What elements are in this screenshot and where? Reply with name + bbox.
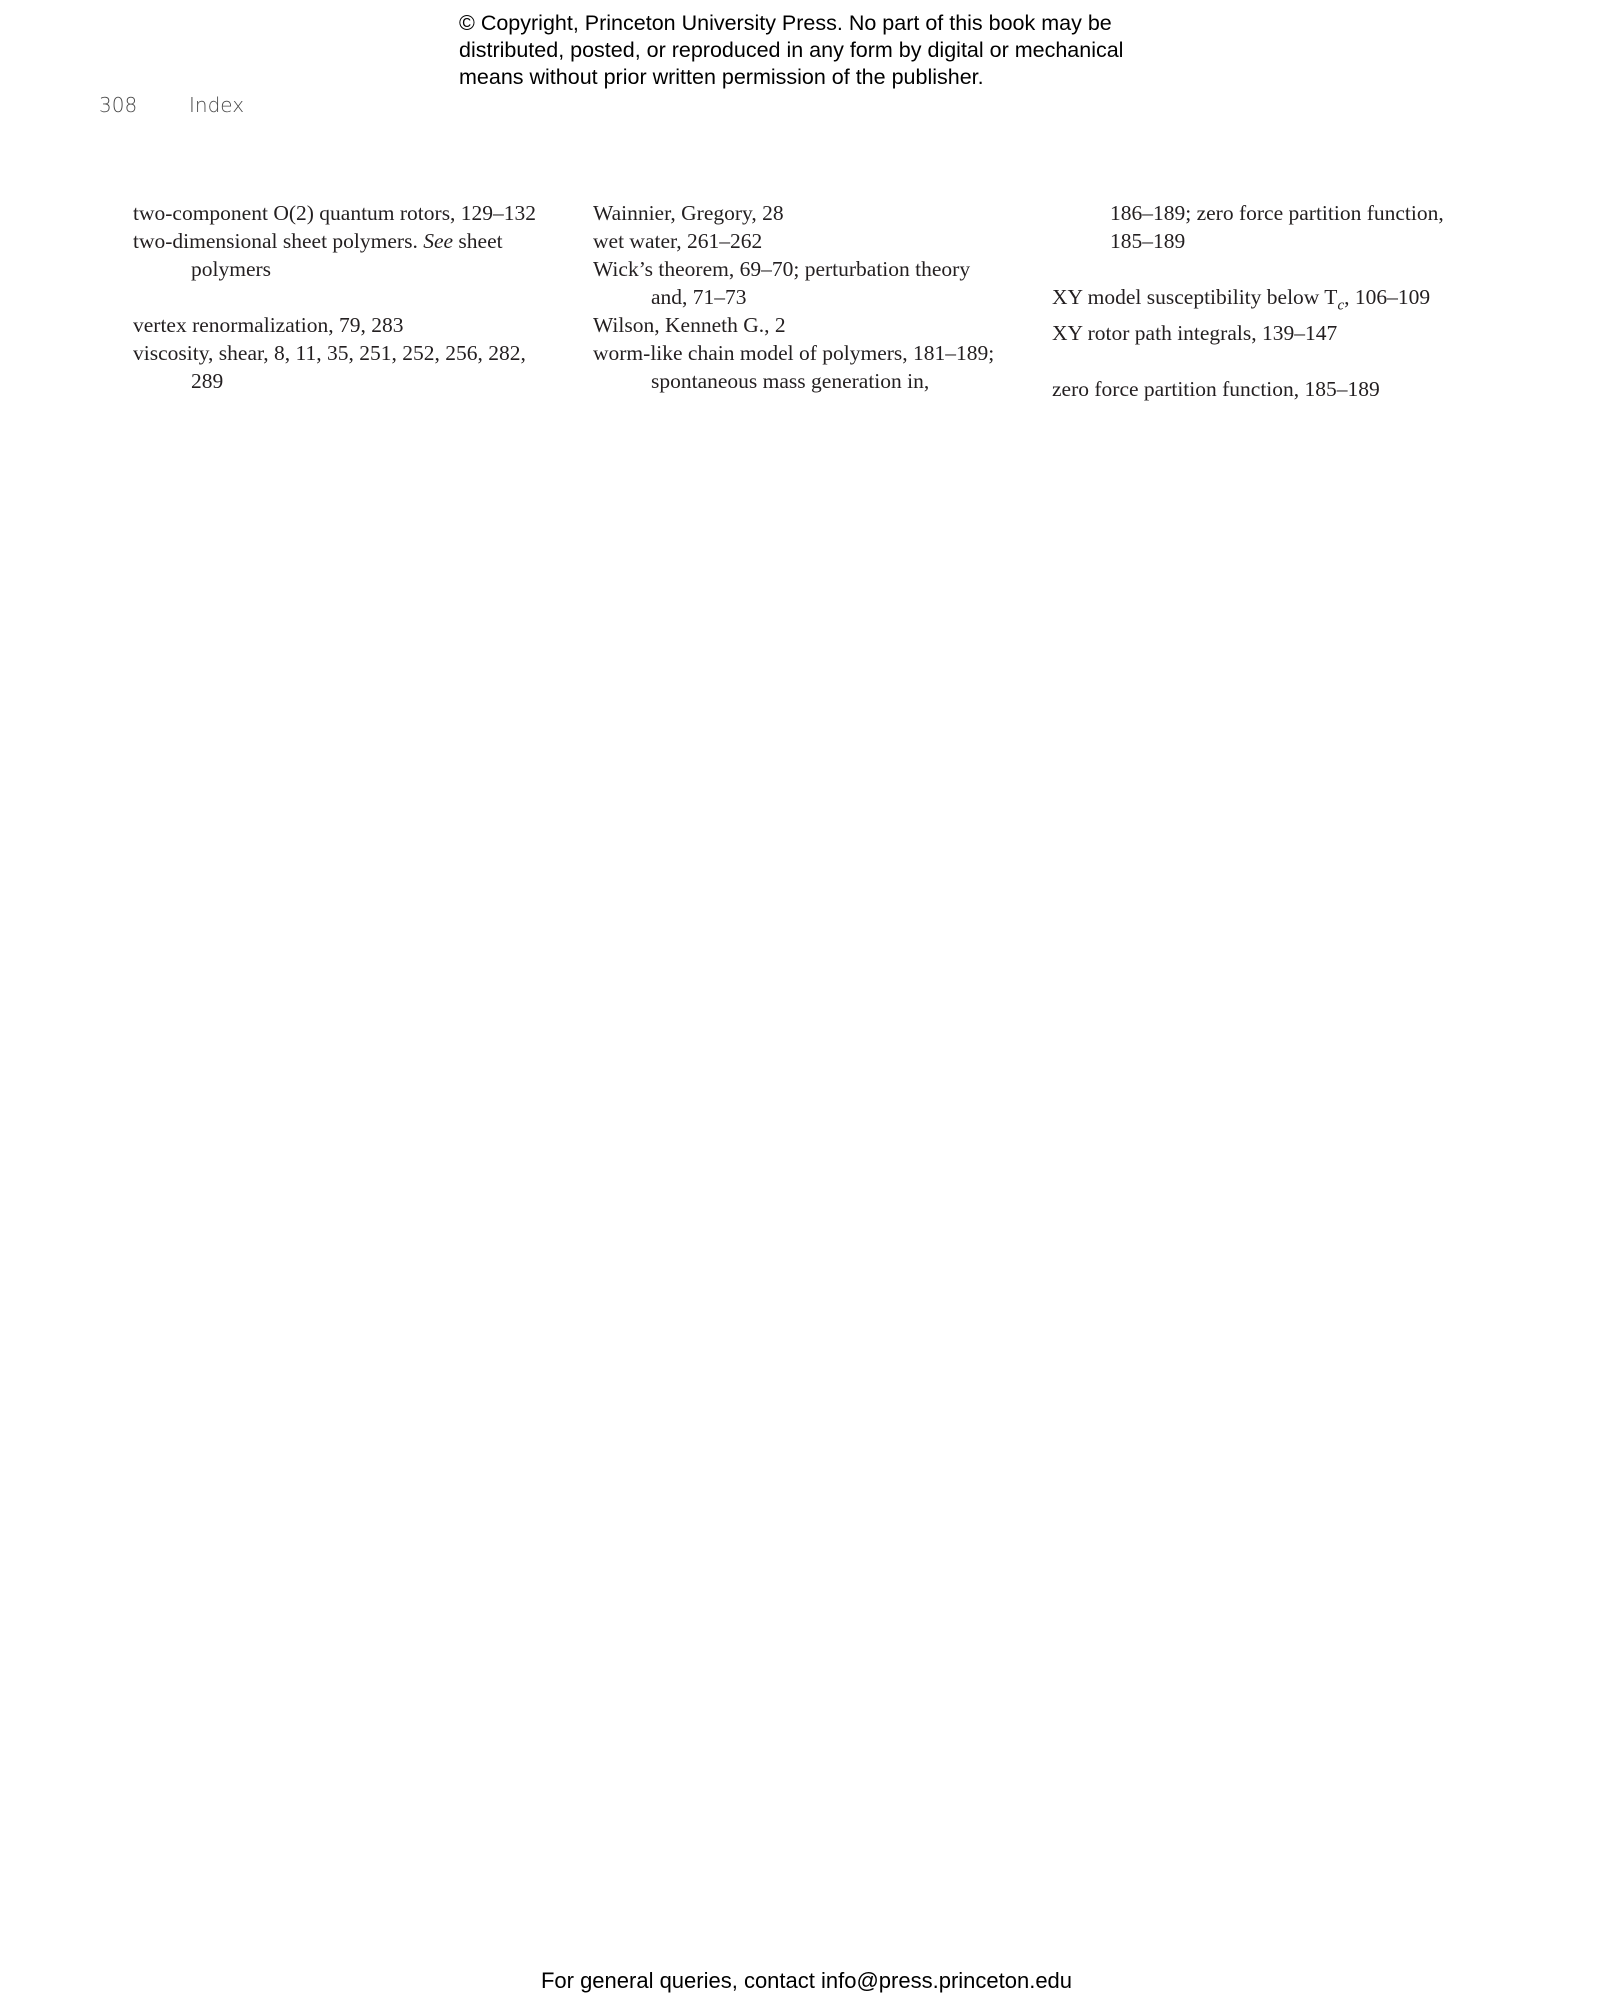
index-entry [593, 199, 1033, 227]
letter-group-gap [1052, 347, 1472, 375]
footer-text: For general queries, contact info@press.princeton.edu [540, 1968, 1073, 1993]
index-entry-text: wet water, 261–262 [593, 229, 763, 253]
subscript-c: c [1337, 297, 1345, 314]
index-entry-text: Wick’s theorem, 69–70; perturbation theory [593, 257, 971, 281]
index-entry [133, 227, 573, 283]
letter-group-gap [133, 283, 573, 311]
index-column-3 [1052, 199, 1472, 403]
index-entry [133, 199, 573, 227]
copyright-notice [459, 10, 1219, 91]
index-entry [133, 311, 573, 339]
page-number: 308 [99, 93, 138, 117]
footer-contact [0, 1968, 1601, 1994]
index-entry-text [133, 227, 573, 255]
index-entry-text: vertex renormalization, 79, 283 [133, 313, 404, 337]
copyright-line: distributed, posted, or reproduced in any form by digital or mechanical [459, 38, 1124, 62]
index-entry [593, 227, 1033, 255]
index-entry [593, 339, 1033, 395]
index-entry-text: worm-like chain model of polymers, 181–189; [593, 341, 995, 365]
index-entry-text: Wainnier, Gregory, 28 [593, 201, 784, 225]
index-entry-text: two-component O(2) quantum rotors, 129–132 [133, 201, 537, 225]
index-entry-text: viscosity, shear, 8, 11, 35, 251, 252, 256, 282, [133, 341, 526, 365]
index-entry-continuation: and, 71–73 [651, 285, 747, 309]
running-head-title: Index [189, 93, 245, 117]
index-entry-continuation: 186–189; zero force partition function, [1110, 201, 1444, 225]
index-entry-carryover [1052, 199, 1472, 255]
index-entry-text: Wilson, Kenneth G., 2 [593, 313, 786, 337]
index-entry [593, 255, 1033, 311]
index-column-2 [593, 199, 1033, 395]
index-entry [1052, 375, 1472, 403]
index-entry-text [1052, 283, 1472, 319]
see-reference: See [423, 229, 454, 253]
index-entry [1052, 283, 1472, 319]
copyright-line: © Copyright, Princeton University Press. No part of this book may be [459, 11, 1112, 35]
see-target: sheet [453, 229, 503, 253]
index-entry-heading: XY model susceptibility below T [1052, 285, 1338, 309]
index-entry-continuation: 289 [191, 369, 224, 393]
index-entry-continuation: polymers [191, 257, 272, 281]
index-entry [133, 339, 573, 395]
copyright-line: means without prior written permission of the publisher. [459, 65, 984, 89]
index-entry-text: zero force partition function, 185–189 [1052, 377, 1380, 402]
index-entry-continuation: spontaneous mass generation in, [651, 369, 930, 393]
index-entry [593, 311, 1033, 339]
index-entry-pages: , 106–109 [1344, 285, 1431, 309]
index-column-1 [133, 199, 573, 395]
index-entry-text: XY rotor path integrals, 139–147 [1052, 321, 1338, 346]
index-entry-continuation: 185–189 [1110, 229, 1186, 253]
index-entry [1052, 319, 1472, 347]
letter-group-gap [1052, 255, 1472, 283]
index-entry-heading: two-dimensional sheet polymers. [133, 229, 424, 253]
